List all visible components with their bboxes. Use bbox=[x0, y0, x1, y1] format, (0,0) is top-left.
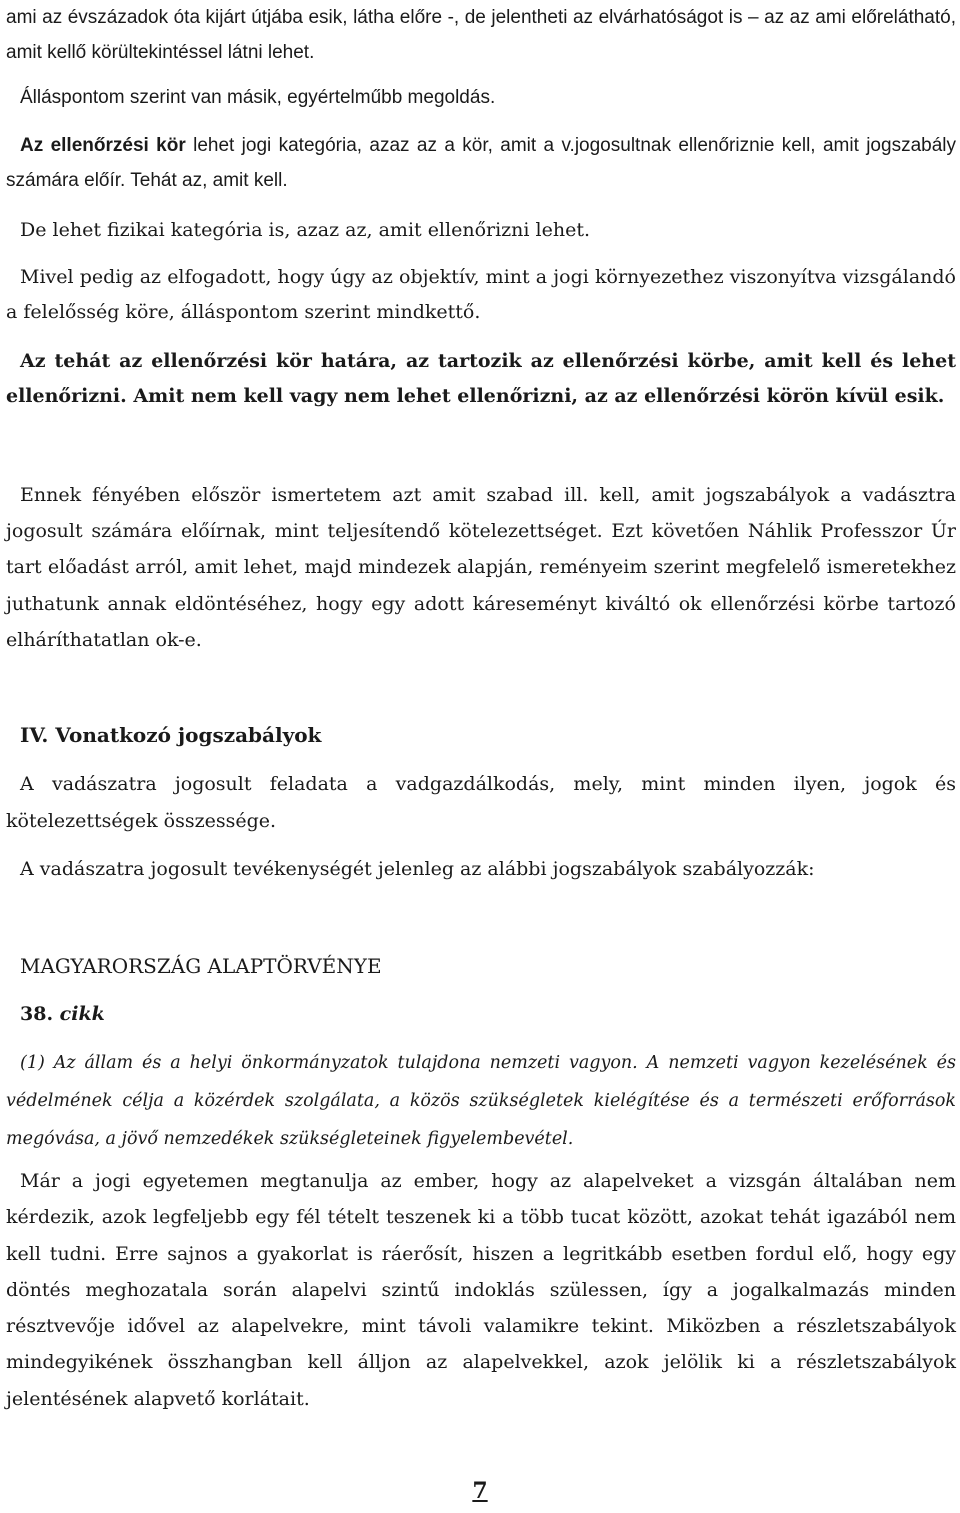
article-label bbox=[6, 996, 956, 1032]
paragraph-3-rest: lehet jogi kategória, azaz az a kör, amit a v.jogosultnak ellenőriznie kell, amit jogszabály számára előír. Tehát az, amit kell. bbox=[6, 135, 956, 191]
law-title-block bbox=[6, 948, 956, 984]
paragraph-5: Mivel pedig az elfogadott, hogy úgy az objektív, mint a jogi környezethez viszonyítva vizsgálandó a felelősség köre, álláspontom szerint mindkettő. bbox=[6, 266, 956, 323]
article-quote: (1) Az állam és a helyi önkormányzatok tulajdona nemzeti vagyon. A nemzeti vagyon kezelésének és védelmének célja a közérdek szolgálata, a közös szükségletek kielégítése és a természeti erőforrások megóvása, a jövő nemzedékek szükségleteinek figyelembevétel. bbox=[6, 1053, 956, 1149]
paragraph-9: A vadászatra jogosult tevékenységét jelenleg az alábbi jogszabályok szabályozzák: bbox=[20, 858, 815, 880]
paragraph-continuation bbox=[6, 0, 956, 70]
paragraph-3 bbox=[6, 128, 956, 198]
paragraph-8-block bbox=[6, 766, 956, 839]
paragraph-2: Álláspontom szerint van másik, egyértelműbb megoldás. bbox=[20, 87, 496, 108]
page-number: 7 bbox=[472, 1478, 488, 1504]
paragraph-5-block bbox=[6, 260, 956, 330]
paragraph-2-block bbox=[6, 80, 956, 116]
section-heading-block bbox=[6, 717, 956, 753]
law-title: MAGYARORSZÁG ALAPTÖRVÉNYE bbox=[20, 954, 382, 978]
section-heading: IV. Vonatkozó jogszabályok bbox=[20, 723, 322, 747]
paragraph-1: ami az évszázadok óta kijárt útjába esik, látha előre -, de jelentheti az elvárhatóságot is – az az ami előrelátható, amit kellő körültekintéssel látni lehet. bbox=[6, 7, 956, 63]
paragraph-10: Már a jogi egyetemen megtanulja az ember, hogy az alapelveket a vizsgán általában nem kérdezik, azok legfeljebb egy fél tételt teszenek ki a több tucat között, azokat tehát igazából nem kell tudni. Erre sajnos a gyakorlat is ráerősít, hiszen a legritkább esetben fordul elő, hogy egy döntés meghozatala során alapelvi szintű indoklás szülessen, így a jogalkalmazás minden résztvevője idővel az alapelvekre, mint távoli valamikre tekint. Miközben a részletszabályok mindegyikének összhangban kell álljon az alapelvekkel, azok jelölik ki a részletszabályok jelentésének alapvető korlátait. bbox=[6, 1170, 956, 1410]
article-number: 38. bbox=[20, 1003, 54, 1025]
paragraph-10-block bbox=[6, 1163, 956, 1417]
paragraph-7-block bbox=[6, 477, 956, 658]
paragraph-9-block bbox=[6, 851, 956, 887]
paragraph-6-block bbox=[6, 344, 956, 414]
paragraph-7: Ennek fényében először ismertetem azt amit szabad ill. kell, amit jogszabályok a vadásztra jogosult számára előírnak, mint teljesítendő kötelezettséget. Ezt követően Náhlik Professzor Úr tart előadást arról, amit lehet, majd mindezek alapján, reményeim szerint megfelelő ismeretekhez juthatunk annak eldöntéséhez, hogy egy adott káreseményt kiváltó ok ellenőrzési körbe tartozó elháríthatatlan ok-e. bbox=[6, 484, 956, 651]
paragraph-6: Az tehát az ellenőrzési kör határa, az tartozik az ellenőrzési körbe, amit kell és lehet ellenőrizni. Amit nem kell vagy nem lehet ellenőrizni, az az ellenőrzési körön kívül esik. bbox=[6, 350, 956, 407]
paragraph-4: De lehet fizikai kategória is, azaz az, amit ellenőrizni lehet. bbox=[20, 219, 591, 241]
paragraph-4-block bbox=[6, 212, 956, 248]
article-word: cikk bbox=[53, 1003, 105, 1025]
paragraph-3-bold: Az ellenőrzési kör bbox=[20, 135, 186, 156]
article-block bbox=[6, 996, 956, 1032]
paragraph-3-block bbox=[6, 128, 956, 198]
quote-block bbox=[6, 1044, 956, 1158]
paragraph-8: A vadászatra jogosult feladata a vadgazdálkodás, mely, mint minden ilyen, jogok és kötelezettségek összessége. bbox=[6, 773, 956, 832]
